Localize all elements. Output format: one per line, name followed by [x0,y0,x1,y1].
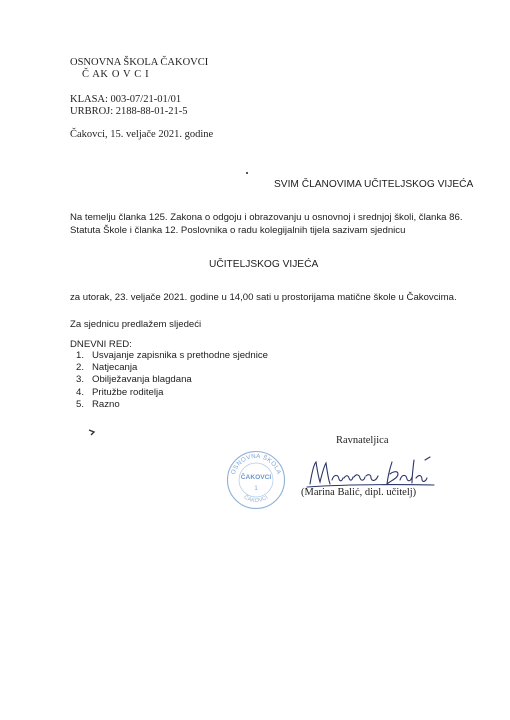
school-stamp [226,450,286,510]
proposal-line: Za sjednicu predlažem sljedeći [70,319,202,330]
body-line-1: Na temelju članka 125. Zakona o odgoju i obrazovanju u osnovnoj i srednjoj školi, članka 86. [70,212,463,223]
scan-speck [246,172,248,174]
urbroj-line: URBROJ: 2188-88-01-21-5 [70,106,188,117]
signature-role: Ravnateljica [336,435,389,446]
signature-printed-name: (Marina Balić, dipl. učitelj) [301,487,417,498]
body-line-2: Statuta Škole i članka 12. Poslovnika o radu kolegijalnih tijela sazivam sjednicu [70,225,406,236]
agenda-heading: DNEVNI RED: [70,339,132,350]
agenda-item: 5. Razno [75,398,120,410]
svg-text:OSNOVNA ŠKOLA: OSNOVNA ŠKOLA [229,452,283,476]
recipient-line: SVIM ČLANOVIMA UČITELJSKOG VIJEĆA [274,179,474,190]
agenda-item: 1. Usvajanje zapisnika s prethodne sjednice [75,350,268,361]
svg-text:1: 1 [254,486,258,492]
agenda-item: 4. Pritužbe roditelja [75,386,164,398]
agenda-item: 2. Natjecanja [75,362,138,374]
scan-mark [88,428,96,436]
svg-text:ČAKOVCI: ČAKOVCI [242,494,270,505]
svg-text:ČAKOVCI: ČAKOVCI [240,474,272,481]
agenda-list [70,350,310,411]
school-name: OSNOVNA ŠKOLA ČAKOVCI [70,57,209,68]
agenda-item: 3. Obilježavanja blagdana [75,374,192,386]
meeting-time: za utorak, 23. veljače 2021. godine u 14,00 sati u prostorijama matične škole u Čakovcima. [70,292,457,303]
klasa-line: KLASA: 003-07/21-01/01 [70,94,182,105]
school-place: Č AK O V C I [82,69,150,80]
council-title: UČITELJSKOG VIJEĆA [209,259,319,270]
date-line: Čakovci, 15. veljače 2021. godine [70,129,214,140]
